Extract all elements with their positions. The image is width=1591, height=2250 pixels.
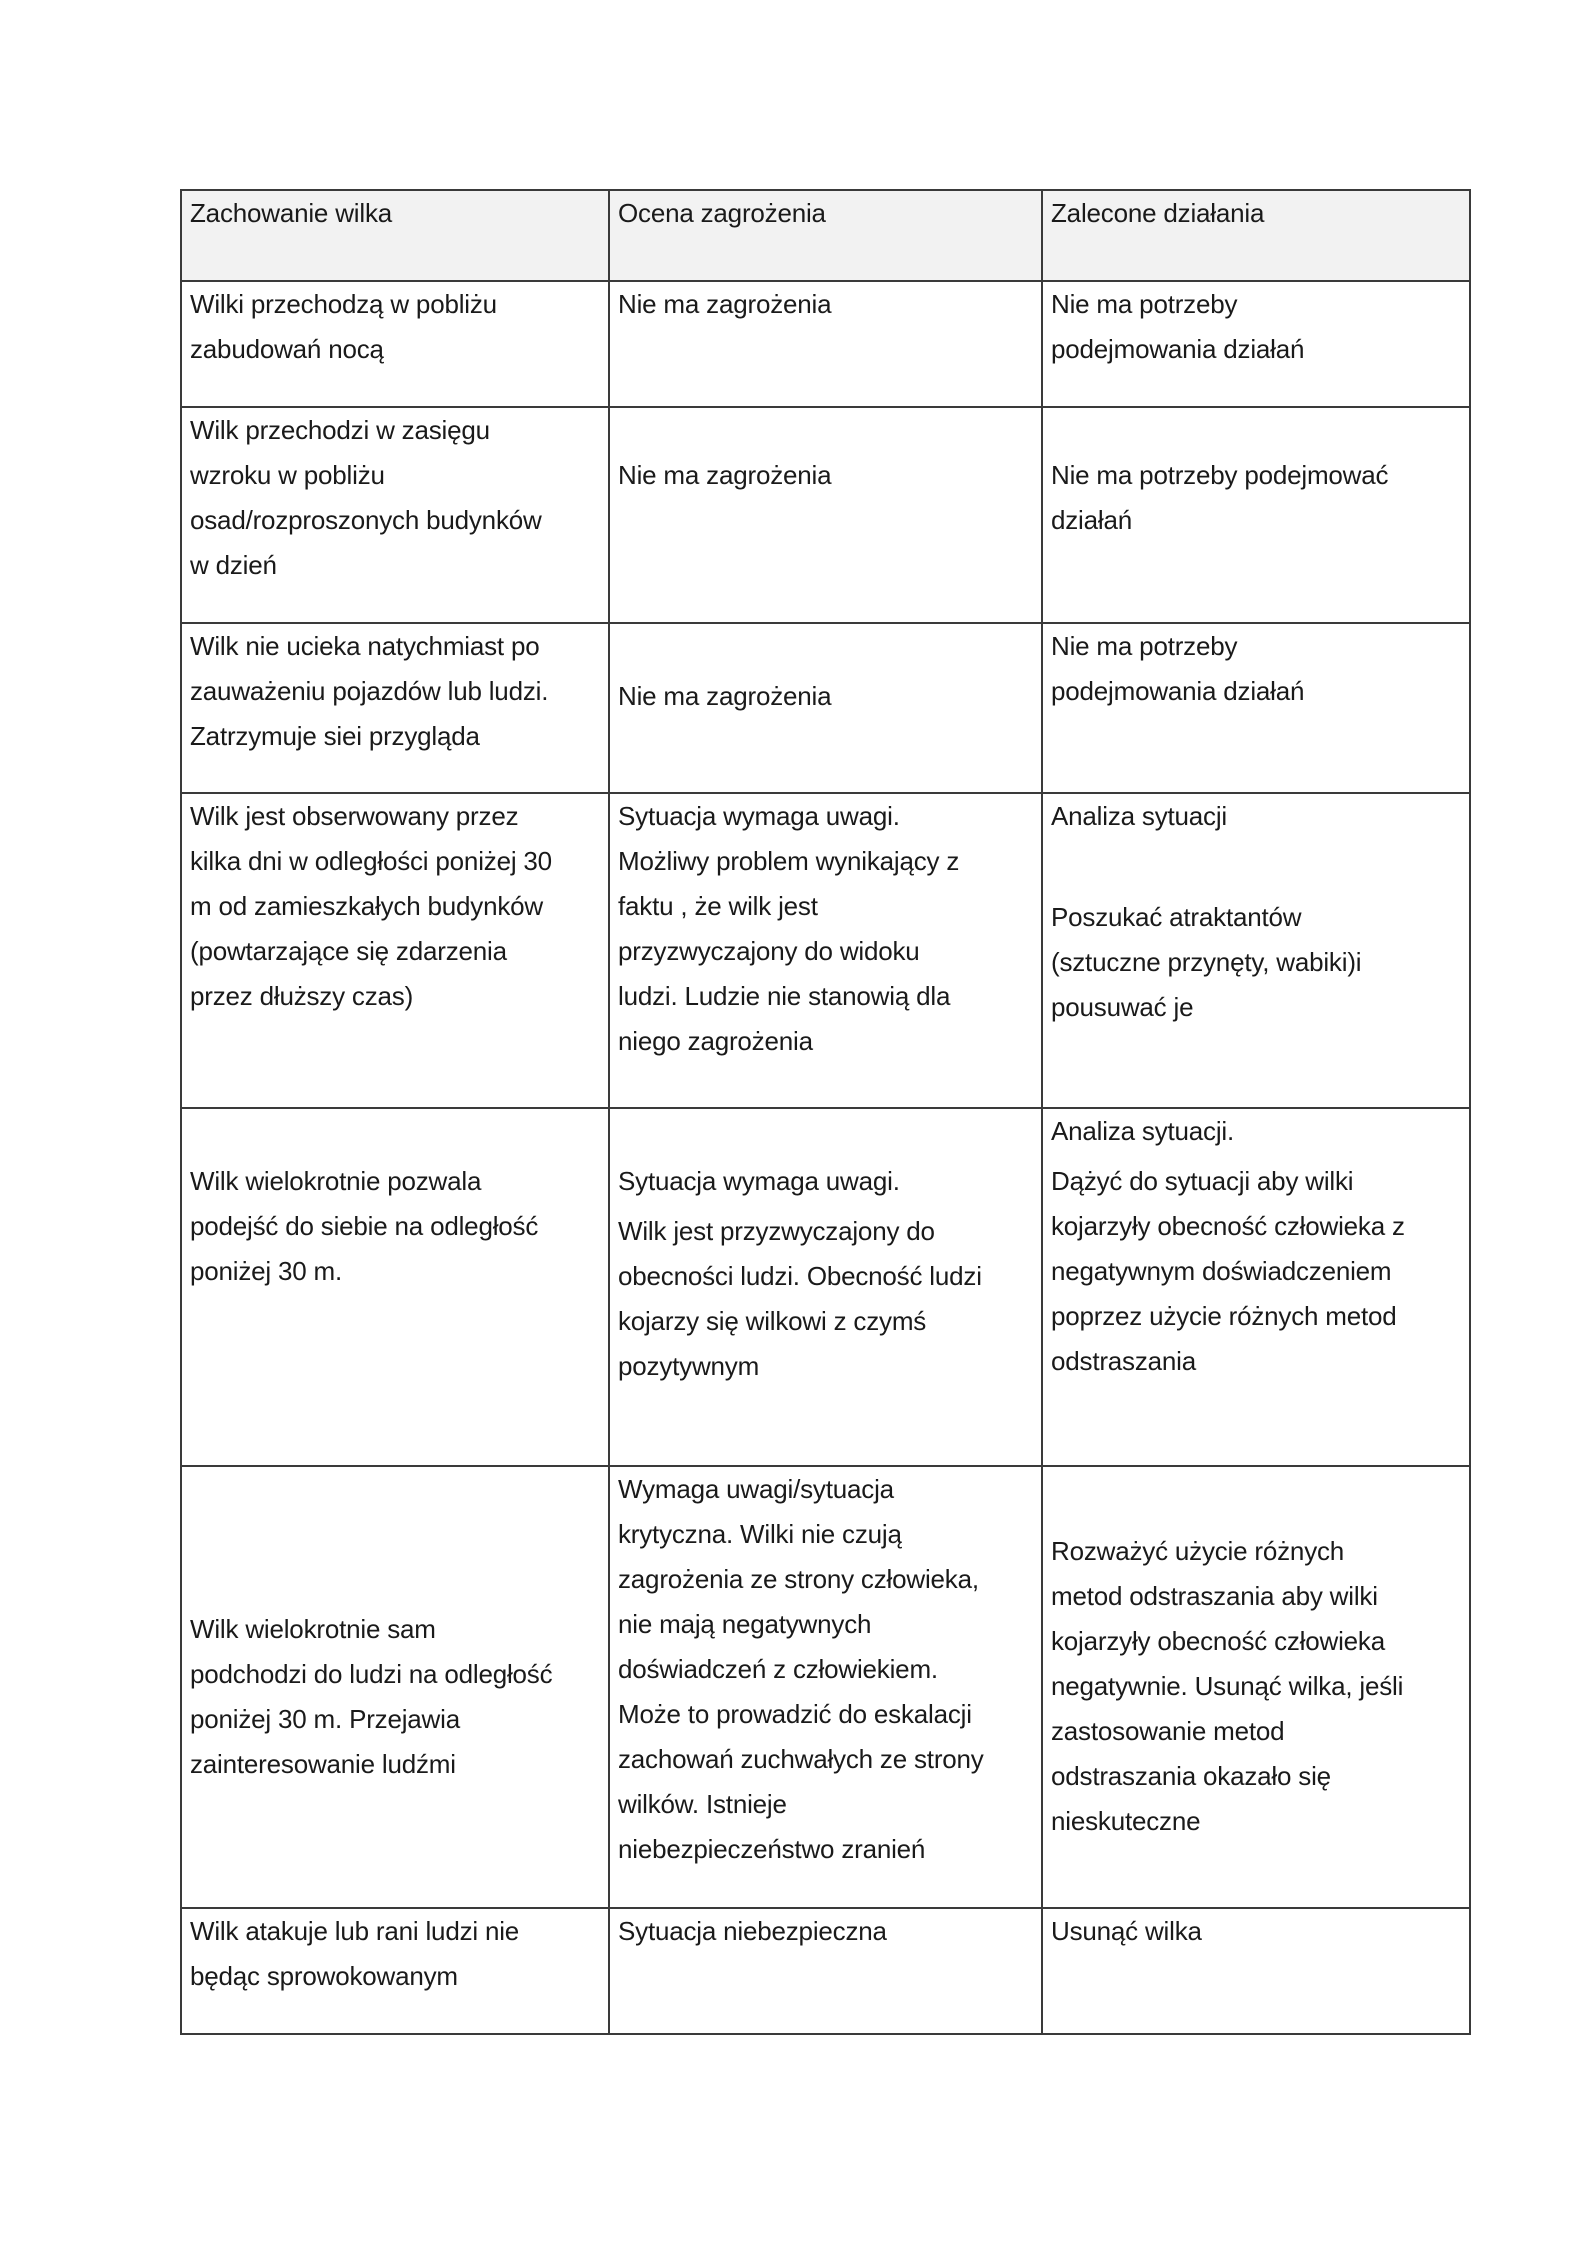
action-cell: [1042, 1908, 1470, 2034]
action-cell: [1042, 407, 1470, 623]
behavior-text: Wilk wielokrotnie sam podchodzi do ludzi na odległość poniżej 30 m. Przejawia zainteresowanie ludźmi: [190, 1614, 553, 1779]
threat-text: Wymaga uwagi/sytuacja krytyczna. Wilki nie czują zagrożenia ze strony człowieka, nie mają negatywnych doświadczeń z człowiekiem. Może to prowadzić do eskalacji zachowań zuchwałych ze strony wilków. Istnieje niebezpieczeństwo zranień: [618, 1474, 984, 1864]
action-text: Nie ma potrzeby podejmować działań: [1051, 460, 1389, 535]
threat-cell: [609, 1908, 1042, 2034]
header-text: Zalecone działania: [1051, 198, 1265, 228]
action-text: Poszukać atraktantów (sztuczne przynęty, wabiki)i pousuwać je: [1051, 902, 1362, 1022]
behavior-text: Wilk jest obserwowany przez kilka dni w odległości poniżej 30 m od zamieszkałych budynków (powtarzające się zdarzenia przez dłuższy czas): [190, 801, 552, 1011]
action-text: Analiza sytuacji.: [1051, 1116, 1235, 1146]
behavior-cell: [181, 1466, 609, 1908]
threat-cell: [609, 1108, 1042, 1466]
table-header-row: [181, 190, 1470, 281]
threat-cell: [609, 623, 1042, 793]
behavior-cell: [181, 281, 609, 407]
behavior-cell: [181, 407, 609, 623]
header-cell-action: [1042, 190, 1470, 281]
threat-cell: [609, 1466, 1042, 1908]
action-cell: [1042, 623, 1470, 793]
action-cell: [1042, 1108, 1470, 1466]
action-text: Nie ma potrzeby podejmowania działań: [1051, 289, 1305, 364]
table-row: [181, 1908, 1470, 2034]
behavior-text: Wilki przechodzą w pobliżu zabudowań nocą: [190, 289, 497, 364]
header-cell-behavior: [181, 190, 609, 281]
action-text: Usunąć wilka: [1051, 1916, 1202, 1946]
header-cell-threat: [609, 190, 1042, 281]
action-text: Nie ma potrzeby podejmowania działań: [1051, 631, 1305, 706]
action-cell: [1042, 1466, 1470, 1908]
behavior-text: Wilk wielokrotnie pozwala podejść do siebie na odległość poniżej 30 m.: [190, 1166, 539, 1286]
behavior-cell: [181, 1108, 609, 1466]
action-text: Analiza sytuacji: [1051, 801, 1227, 831]
action-cell: [1042, 281, 1470, 407]
table-row: [181, 281, 1470, 407]
action-text: Rozważyć użycie różnych metod odstraszania aby wilki kojarzyły obecność człowieka negatywnie. Usunąć wilka, jeśli zastosowanie metod odstraszania okazało się nieskuteczne: [1051, 1536, 1404, 1836]
threat-text: Sytuacja wymaga uwagi.: [618, 1166, 900, 1196]
threat-text: Nie ma zagrożenia: [618, 681, 832, 711]
behavior-cell: [181, 1908, 609, 2034]
behavior-cell: [181, 793, 609, 1108]
table-row: [181, 793, 1470, 1108]
table-row: [181, 407, 1470, 623]
header-text: Ocena zagrożenia: [618, 198, 826, 228]
wolf-behavior-table: [180, 189, 1471, 2035]
behavior-text: Wilk przechodzi w zasięgu wzroku w pobliżu osad/rozproszonych budynków w dzień: [190, 415, 542, 580]
table-row: [181, 1108, 1470, 1466]
threat-cell: [609, 281, 1042, 407]
table-row: [181, 1466, 1470, 1908]
behavior-text: Wilk atakuje lub rani ludzi nie będąc sprowokowanym: [190, 1916, 520, 1991]
threat-cell: [609, 793, 1042, 1108]
behavior-cell: [181, 623, 609, 793]
threat-text: Sytuacja wymaga uwagi. Możliwy problem wynikający z faktu , że wilk jest przyzwyczajony do widoku ludzi. Ludzie nie stanowią dla niego zagrożenia: [618, 801, 960, 1056]
header-text: Zachowanie wilka: [190, 198, 393, 228]
action-cell: [1042, 793, 1470, 1108]
behavior-text: Wilk nie ucieka natychmiast po zauważeniu pojazdów lub ludzi. Zatrzymuje siei przygląda: [190, 631, 549, 751]
threat-text: Nie ma zagrożenia: [618, 289, 832, 319]
threat-cell: [609, 407, 1042, 623]
table-row: [181, 623, 1470, 793]
threat-text: Sytuacja niebezpieczna: [618, 1916, 887, 1946]
threat-text: Nie ma zagrożenia: [618, 460, 832, 490]
threat-text: Wilk jest przyzwyczajony do obecności ludzi. Obecność ludzi kojarzy się wilkowi z czymś pozytywnym: [618, 1216, 982, 1381]
action-text: Dążyć do sytuacji aby wilki kojarzyły obecność człowieka z negatywnym doświadczeniem poprzez użycie różnych metod odstraszania: [1051, 1166, 1405, 1376]
